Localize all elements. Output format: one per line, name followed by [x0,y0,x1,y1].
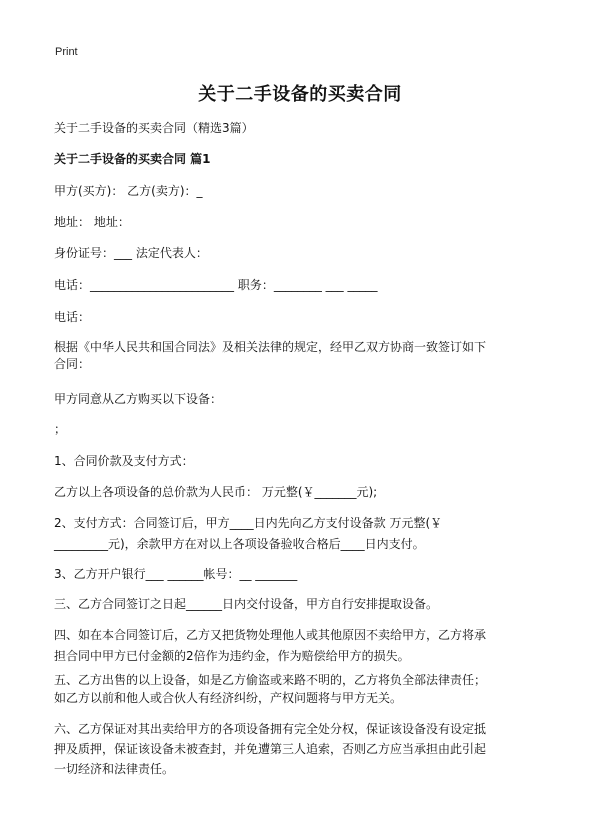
subtitle: 关于二手设备的买卖合同（精选3篇） [54,121,254,135]
phone-position-line: 电话：________________________ 职务：________ ___ _____ [54,278,378,292]
paragraph-line: _________元)，余款甲方在对以上各项设备验收合格后____日内支付。 [54,537,425,551]
paragraph-legal-basis [54,339,550,373]
section-heading: 关于二手设备的买卖合同 篇1 [54,152,211,166]
paragraph-clause-4 [54,627,550,665]
paragraph-line: 四、如在本合同签订后，乙方又把货物处理他人或其他原因不卖给甲方，乙方将承 [54,628,487,642]
paragraph-line: 2、支付方式：合同签订后，甲方____日内先向乙方支付设备款 万元整(￥ [54,516,443,530]
clause-3-line: 三、乙方合同签订之日起______日内交付设备，甲方自行安排提取设备。 [54,597,439,611]
parties-line: 甲方(买方)： 乙方(卖方)：_ [54,184,203,198]
paragraph-payment [54,515,550,553]
document-title: 关于二手设备的买卖合同 [198,84,402,105]
paragraph-clause-5 [54,672,550,707]
phone-line: 电话： [54,310,91,324]
print-label: Print [55,46,78,58]
purchase-line: 甲方同意从乙方购买以下设备： [54,392,223,406]
clause-1-heading: 1、合同价款及支付方式： [54,454,194,468]
paragraph-line: 担合同中甲方已付金额的2倍作为违约金，作为赔偿给甲方的损失。 [54,649,410,663]
paragraph-line: 五、乙方出售的以上设备，如是乙方偷盗或来路不明的，乙方将负全部法律责任； [54,673,487,687]
paragraph-line: 根据《中华人民共和国合同法》及相关法律的规定，经甲乙双方协商一致签订如下 [54,340,487,354]
paragraph-line: 合同： [54,357,91,371]
bank-account-line: 3、乙方开户银行___ ______帐号：__ _______ [54,567,298,581]
total-price-line: 乙方以上各项设备的总价款为人民币： 万元整(￥_______元); [54,485,378,499]
paragraph-line: 如乙方以前和他人或合伙人有经济纠纷，产权问题将与甲方无关。 [54,691,403,705]
paragraph-line: 一切经济和法律责任。 [54,762,175,776]
id-number-line: 身份证号：___ 法定代表人： [54,246,208,260]
paragraph-line: 六、乙方保证对其出卖给甲方的各项设备拥有完全处分权，保证该设备没有设定抵 [54,722,487,736]
paragraph-line: 押及质押，保证该设备未被查封，并免遭第三人追索，否则乙方应当承担由此引起 [54,742,487,756]
address-line: 地址： 地址： [54,215,130,229]
paragraph-clause-6 [54,721,550,778]
semicolon-line: ； [54,422,67,436]
